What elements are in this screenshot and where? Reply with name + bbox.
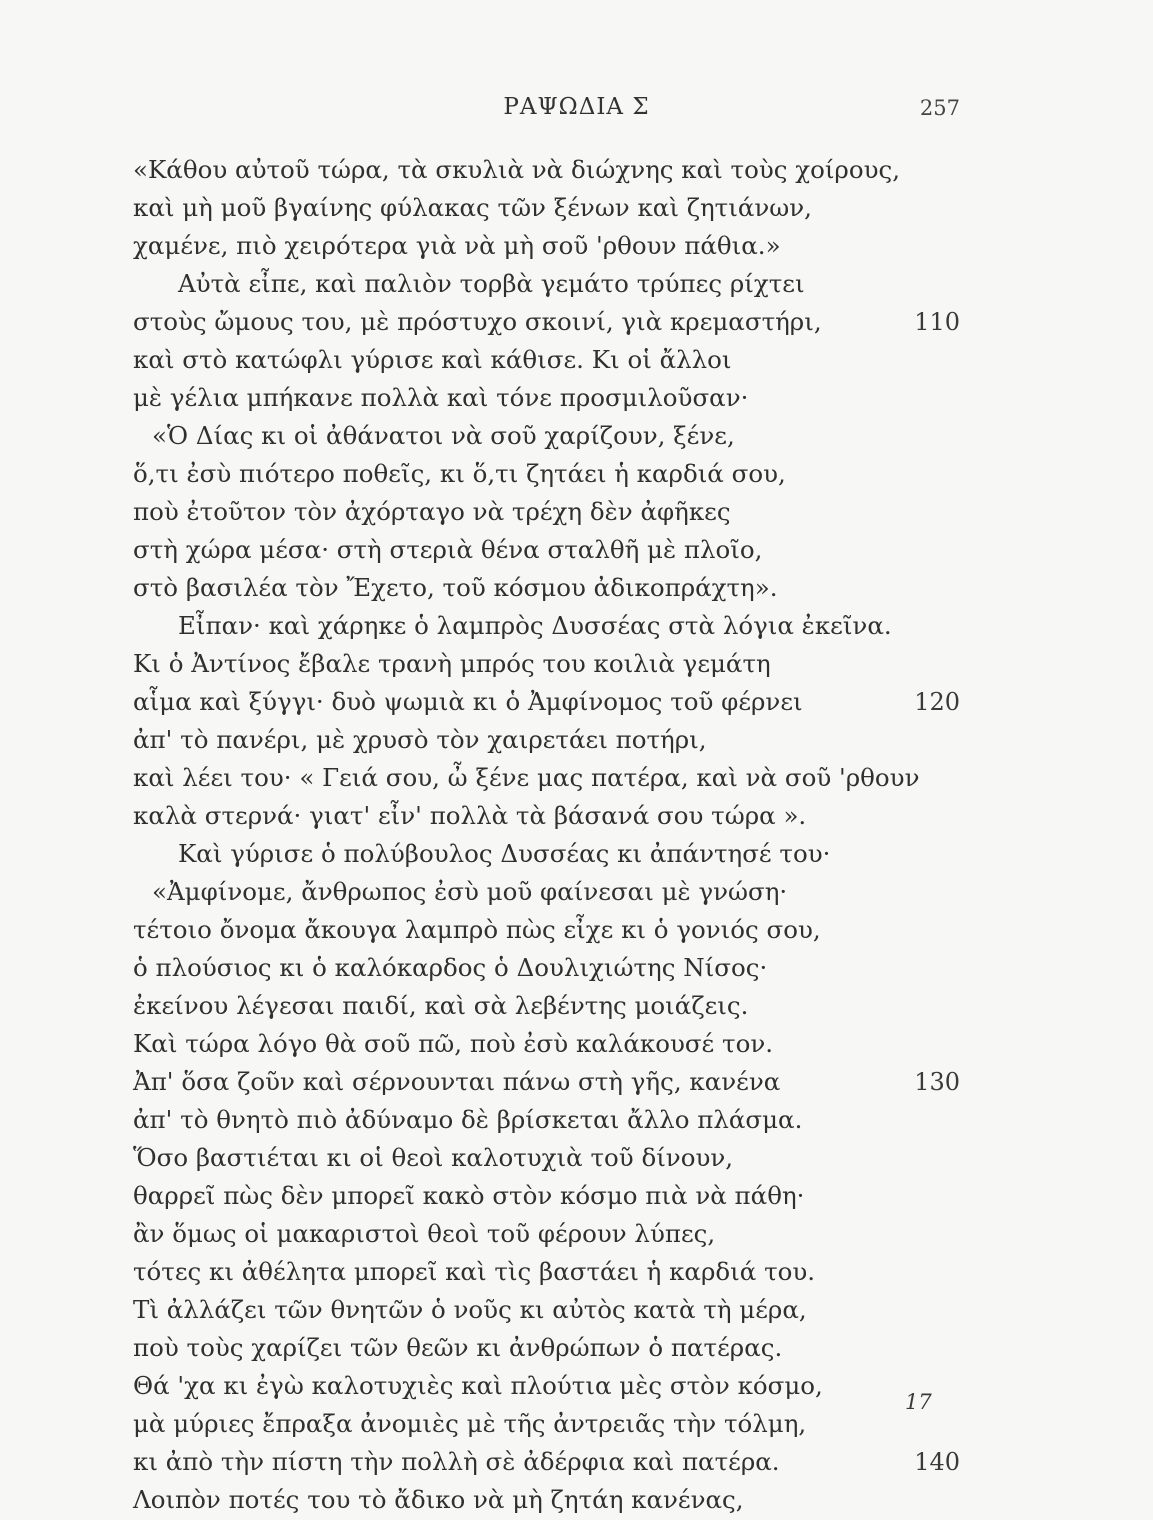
verse-line: «Ἀμφίνομε, ἄνθρωπος ἐσὺ μοῦ φαίνεσαι μὲ γνώση· [152,877,788,906]
verse-line: «Κάθου αὐτοῦ τώρα, τὰ σκυλιὰ νὰ διώχνης καὶ τοὺς χοίρους, [133,155,900,184]
verse-line: Θά 'χα κι ἐγὼ καλοτυχιὲς καὶ πλούτια μὲς στὸν κόσμο, [133,1371,823,1400]
verse-line: στοὺς ὤμους του, μὲ πρόστυχο σκοινί, γιὰ κρεμαστήρι, [133,307,822,336]
verse-line: Καὶ τώρα λόγο θὰ σοῦ πῶ, ποὺ ἐσὺ καλάκουσέ τον. [133,1029,774,1058]
line-number-110: 110 [914,308,960,336]
verse-line: κι ἀπὸ τὴν πίστη τὴν πολλὴ σὲ ἀδέρφια καὶ πατέρα. [133,1447,780,1476]
verse-line: στὸ βασιλέα τὸν Ἔχετο, τοῦ κόσμου ἀδικοπράχτη». [133,573,778,602]
verse-line: ἀπ' τὸ πανέρι, μὲ χρυσὸ τὸν χαιρετάει ποτήρι, [133,725,707,754]
page-number: 257 [919,96,960,120]
verse-line: Ὅσο βαστιέται κι οἱ θεοὶ καλοτυχιὰ τοῦ δίνουν, [133,1143,734,1172]
verse-line: ἂν ὅμως οἱ μακαριστοὶ θεοὶ τοῦ φέρουν λύπες, [133,1219,716,1248]
verse-line: μὲ γέλια μπήκανε πολλὰ καὶ τόνε προσμιλοῦσαν· [133,383,749,412]
verse-line: Κι ὁ Ἀντίνος ἔβαλε τρανὴ μπρός του κοιλιὰ γεμάτη [133,649,771,678]
printer-signature-mark: 17 [905,1390,932,1414]
verse-line: τότες κι ἀθέλητα μπορεῖ καὶ τὶς βαστάει ἡ καρδιά του. [133,1257,816,1286]
verse-line: καὶ λέει του· « Γειά σου, ὦ ξένε μας πατέρα, καὶ νὰ σοῦ 'ρθουν [133,763,920,792]
verse-line: χαμένε, πιὸ χειρότερα γιὰ νὰ μὴ σοῦ 'ρθουν πάθια.» [133,231,781,260]
page-header-title: ΡΑΨΩΔΙΑ Σ [503,94,650,120]
verse-line: ποὺ ἐτοῦτον τὸν ἀχόρταγο νὰ τρέχη δὲν ἀφῆκες [133,497,731,526]
verse-line: μὰ μύριες ἔπραξα ἀνομιὲς μὲ τῆς ἀντρειᾶς τὴν τόλμη, [133,1409,807,1438]
verse-line: θαρρεῖ πὼς δὲν μπορεῖ κακὸ στὸν κόσμο πιὰ νὰ πάθη· [133,1181,805,1210]
line-number-120: 120 [914,688,960,716]
verse-line: στὴ χώρα μέσα· στὴ στεριὰ θένα σταλθῆ μὲ πλοῖο, [133,535,763,564]
line-number-140: 140 [914,1448,960,1476]
verse-line: ὁ πλούσιος κι ὁ καλόκαρδος ὁ Δουλιχιώτης Νίσος· [133,953,768,982]
verse-line: «Ὁ Δίας κι οἱ ἀθάνατοι νὰ σοῦ χαρίζουν, ξένε, [152,421,735,450]
verse-line: τέτοιο ὄνομα ἄκουγα λαμπρὸ πὼς εἶχε κι ὁ γονιός σου, [133,915,821,944]
verse-line: καλὰ στερνά· γιατ' εἶν' πολλὰ τὰ βάσανά σου τώρα ». [133,801,807,830]
verse-line: Αὐτὰ εἶπε, καὶ παλιὸν τορβὰ γεμάτο τρύπες ρίχτει [178,269,805,298]
verse-line: Ἀπ' ὅσα ζοῦν καὶ σέρνουνται πάνω στὴ γῆς, κανένα [133,1067,781,1096]
verse-line: ἀπ' τὸ θνητὸ πιὸ ἀδύναμο δὲ βρίσκεται ἄλλο πλάσμα. [133,1105,803,1134]
verse-line: αἷμα καὶ ξύγγι· δυὸ ψωμιὰ κι ὁ Ἀμφίνομος τοῦ φέρνει [133,687,803,716]
verse-line: Εἶπαν· καὶ χάρηκε ὁ λαμπρὸς Δυσσέας στὰ λόγια ἐκεῖνα. [178,611,892,640]
verse-line: Λοιπὸν ποτές του τὸ ἄδικο νὰ μὴ ζητάη κανένας, [133,1485,744,1514]
verse-line: Τὶ ἀλλάζει τῶν θνητῶν ὁ νοῦς κι αὐτὸς κατὰ τὴ μέρα, [133,1295,807,1324]
verse-line: ποὺ τοὺς χαρίζει τῶν θεῶν κι ἀνθρώπων ὁ πατέρας. [133,1333,783,1362]
verse-line: καὶ μὴ μοῦ βγαίνης φύλακας τῶν ξένων καὶ ζητιάνων, [133,193,812,222]
verse-line: ὅ,τι ἐσὺ πιότερο ποθεῖς, κι ὅ,τι ζητάει ἡ καρδιά σου, [133,459,786,488]
verse-line: ἐκείνου λέγεσαι παιδί, καὶ σὰ λεβέντης μοιάζεις. [133,991,749,1020]
line-number-130: 130 [914,1068,960,1096]
verse-line: καὶ στὸ κατώφλι γύρισε καὶ κάθισε. Κι οἱ ἄλλοι [133,345,732,374]
verse-line: Καὶ γύρισε ὁ πολύβουλος Δυσσέας κι ἀπάντησέ του· [178,839,831,868]
